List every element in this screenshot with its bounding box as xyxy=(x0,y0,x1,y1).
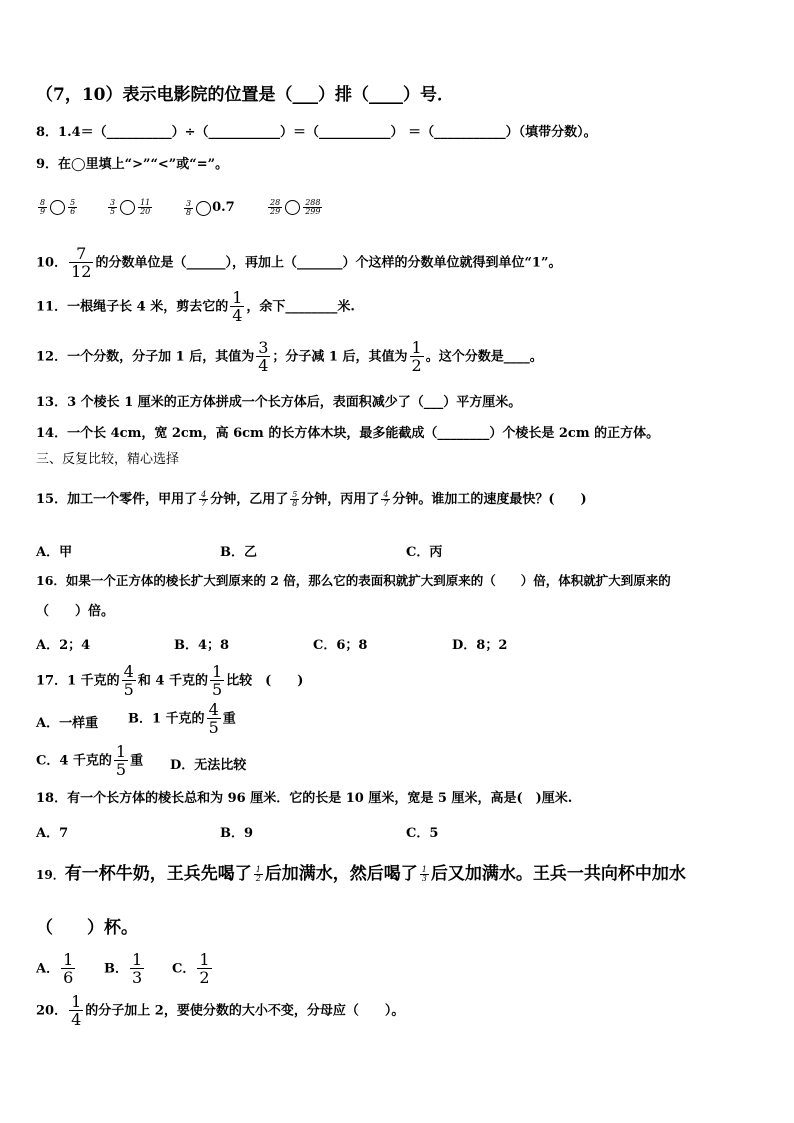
question-19: 19．有一杯牛奶，王兵先喝了 $\frac{1}{2}$ 后加满水，然后喝了 $\frac{1}{3}$ 后又加满水。王兵一共向杯中加水 xyxy=(36,864,686,884)
question-10: 10． $\frac{7}{12}$ 的分数单位是（______），再加上（_______）个这样的分数单位就得到单位“1”。 xyxy=(36,244,562,281)
q16-option-d[interactable]: D．8；2 xyxy=(452,638,508,653)
question-8: 8．1.4＝（__________）÷（___________）＝（___________） ＝（___________）（填带分数）。 xyxy=(36,125,597,140)
question-12: 12．一个分数，分子加 1 后，其值为 $\frac{3}{4}$ ；分子减 1 后，其值为 $\frac{1}{2}$ 。这个分数是____。 xyxy=(36,338,543,375)
section-three-heading: 三、反复比较，精心选择 xyxy=(36,452,180,467)
q17-option-c[interactable]: C．4 千克的 $\frac{1}{5}$ 重 xyxy=(36,742,144,779)
q19-option-b[interactable]: B． $\frac{1}{3}$ xyxy=(104,950,143,987)
comparison-1: $\frac{8}{9}$ $\frac{5}{6}$ xyxy=(40,198,76,216)
question-20: 20． $\frac{1}{4}$ 的分子加上 2，要使分数的大小不变，分母应（ ）。 xyxy=(36,992,405,1029)
position-question: （7，10）表示电影院的位置是（___）排（____）号． xyxy=(36,85,454,105)
q15-option-c[interactable]: C．丙 xyxy=(406,545,443,560)
question-16-line1: 16．如果一个正方体的棱长扩大到原来的 2 倍，那么它的表面积就扩大到原来的（ ）倍，体积就扩大到原来的 xyxy=(36,573,671,588)
q18-option-c[interactable]: C．5 xyxy=(406,826,439,841)
comparison-2: $\frac{3}{5}$ $\frac{11}{20}$ xyxy=(110,198,151,216)
comparison-4: $\frac{28}{29}$ $\frac{288}{299}$ xyxy=(270,198,321,216)
q16-option-c[interactable]: C．6；8 xyxy=(313,638,368,653)
question-15: 15．加工一个零件，甲用了 $\frac{4}{7}$ 分钟，乙用了 $\frac{5}{8}$ 分钟，丙用了 $\frac{4}{7}$ 分钟。谁加工的速度最快？( ) xyxy=(36,490,587,508)
q18-option-a[interactable]: A．7 xyxy=(36,826,69,841)
q19-option-c[interactable]: C． $\frac{1}{2}$ xyxy=(172,950,210,987)
q15-option-b[interactable]: B．乙 xyxy=(220,545,257,560)
question-19-line2: （ ）杯。 xyxy=(36,918,138,938)
compare-circle[interactable] xyxy=(285,200,300,215)
compare-circle[interactable] xyxy=(120,200,135,215)
question-17: 17．1 千克的 $\frac{4}{5}$ 和 4 千克的 $\frac{1}{5}$ 比较 ( ) xyxy=(36,662,304,699)
q17-option-b[interactable]: B．1 千克的 $\frac{4}{5}$ 重 xyxy=(128,700,236,737)
q16-option-a[interactable]: A．2；4 xyxy=(36,638,91,653)
question-11: 11．一根绳子长 4 米，剪去它的 $\frac{1}{4}$ ，余下________米. xyxy=(36,288,355,325)
question-16-line2: （ ）倍。 xyxy=(36,604,115,619)
q18-option-b[interactable]: B．9 xyxy=(220,826,254,841)
q19-option-a[interactable]: A． $\frac{1}{6}$ xyxy=(36,950,74,987)
compare-circle[interactable] xyxy=(196,201,211,216)
question-13: 13．3 个棱长 1 厘米的正方体拼成一个长方体后，表面积减少了（___）平方厘米。 xyxy=(36,395,522,410)
question-18: 18．有一个长方体的棱长总和为 96 厘米．它的长是 10 厘米，宽是 5 厘米，高是( )厘米. xyxy=(36,791,573,806)
q17-option-d[interactable]: D．无法比较 xyxy=(170,758,247,773)
q16-option-b[interactable]: B．4；8 xyxy=(174,638,230,653)
question-14: 14．一个长 4cm，宽 2cm，高 6cm 的长方体木块，最多能截成（________）个棱长是 2cm 的正方体。 xyxy=(36,426,660,441)
compare-circle[interactable] xyxy=(50,200,65,215)
question-9: 9．在◯里填上“>”“<”或“=”。 xyxy=(36,157,229,172)
q15-option-a[interactable]: A．甲 xyxy=(36,545,73,560)
comparison-3: $\frac{3}{8}$ 0.7 xyxy=(186,198,235,217)
q17-option-a[interactable]: A．一样重 xyxy=(36,716,99,731)
